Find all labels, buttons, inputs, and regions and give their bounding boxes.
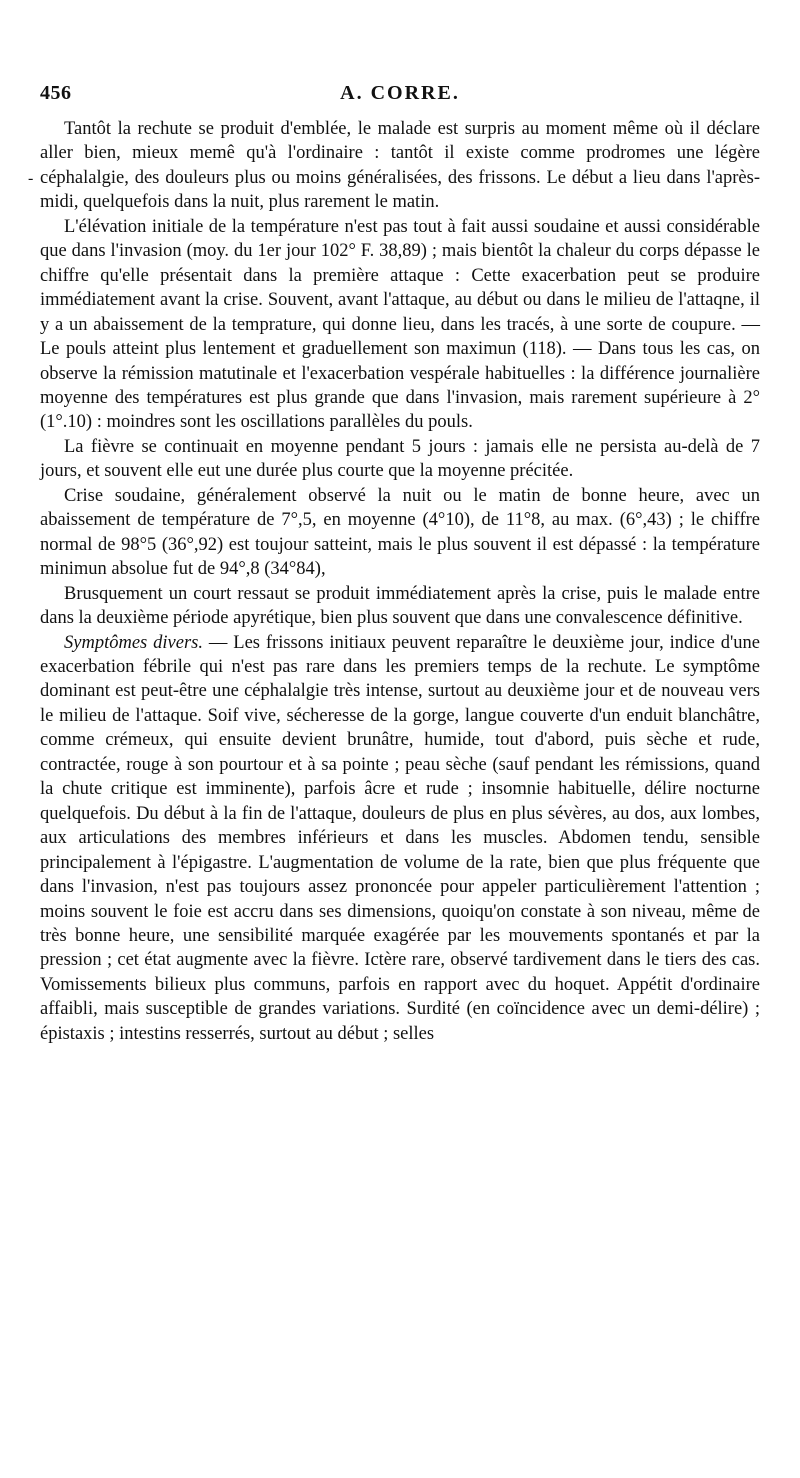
page-header xyxy=(40,82,760,108)
margin-mark: - xyxy=(28,170,34,187)
symptoms-text: — Les frissons initiaux peuvent reparaître le deuxième jour, indice d'une exacerbation fébrile qui n'est pas rare dans les premiers temps de la rechute. Le symptôme dominant est peut-être une céphalalgie très intense, surtout au deuxième jour et de nouveau vers le milieu de l'attaque. Soif vive, sécheresse de la gorge, langue couverte d'un enduit blanchâtre, comme crémeux, qui ensuite devient brunâtre, humide, tout d'abord, puis sèche et rude, contractée, rouge à son pourtour et à sa pointe ; peau sèche (sauf pendant les rémissions, quand la chute critique est imminente), parfois âcre et rude ; insomnie habituelle, délire nocturne quelquefois. Du début à la fin de l'attaque, douleurs de plus en plus sévères, au dos, aux lombes, aux articulations des membres inférieurs et dans les muscles. Abdomen tendu, sensible principalement à l'épigastre. L'augmentation de volume de la rate, bien que plus fréquente que dans l'invasion, n'est pas toujours assez prononcée pour appeler particulièrement l'attention ; moins souvent le foie est accru dans ses dimensions, quoiqu'on constate à son niveau, même de très bonne heure, une sensibilité marquée exagérée par les mouvements spontanés et par la pression ; cet état augmente avec la fièvre. Ictère rare, observé tardivement dans le tiers des cas. Vomissements bilieux plus communs, parfois en rapport avec du hoquet. Appétit d'ordinaire affaibli, mais susceptible de grandes variations. Surdité (en coïncidence avec un demi-délire) ; épistaxis ; intestins resserrés, surtout au début ; selles xyxy=(40,632,760,1044)
paragraph-onset: Tantôt la rechute se produit d'emblée, le malade est surpris au moment même où il déclare aller bien, mieux memê qu'à l'ordinaire : tantôt il existe comme prodromes une légère céphalalgie, des douleurs plus ou moins généralisées, des frissons. Le début a lieu dans l'après-midi, quelquefois dans la nuit, plus rarement le matin. xyxy=(40,119,760,213)
paragraph-crisis: Crise soudaine, généralement observé la nuit ou le matin de bonne heure, avec un abaissement de température de 7°,5, en moyenne (4°10), de 11°8, au max. (6°,43) ; le chiffre normal de 98°5 (36°,92) est toujour satteint, mais le plus souvent il est dépassé : la température minimun absolue fut de 94°,8 (34°84), xyxy=(40,485,760,580)
symptoms-heading: Symptômes divers. xyxy=(64,632,203,653)
paragraph-rebound: Brusquement un court ressaut se produit immédiatement après la crise, puis le malade entre dans la deuxième période apyrétique, bien plus souvent que dans une convalescence définitive. xyxy=(40,583,760,629)
running-head: A. CORRE. xyxy=(340,82,460,104)
page-number: 456 xyxy=(40,82,72,104)
body-text xyxy=(40,117,760,1046)
paragraph-symptoms xyxy=(40,631,760,1047)
paragraph-temperature: L'élévation initiale de la température n'est pas tout à fait aussi soudaine et aussi considérable que dans l'invasion (moy. du 1er jour 102° F. 38,89) ; mais bientôt la chaleur du corps dépasse le chiffre qu'elle présentait dans la première attaque : Cette exacerbation peut se produire immédiatement avant la crise. Souvent, avant l'attaque, au début ou dans le milieu de l'attaqne, il y a un abaissement de la temprature, qui donne lieu, dans les tracés, à une sorte de coupure. — Le pouls atteint plus lentement et graduellement son maximun (118). — Dans tous les cas, on observe la rémission matutinale et l'exacerbation vespérale habituelles : la différence journalière moyenne des températures est plus grande que dans l'invasion, mais rarement supérieure à 2° (1°.10) : moindres sont les oscillations parallèles du pouls. xyxy=(40,216,760,433)
paragraph-fever-duration: La fièvre se continuait en moyenne pendant 5 jours : jamais elle ne persista au-delà de 7 jours, et souvent elle eut une durée plus courte que la moyenne précitée. xyxy=(40,436,760,482)
